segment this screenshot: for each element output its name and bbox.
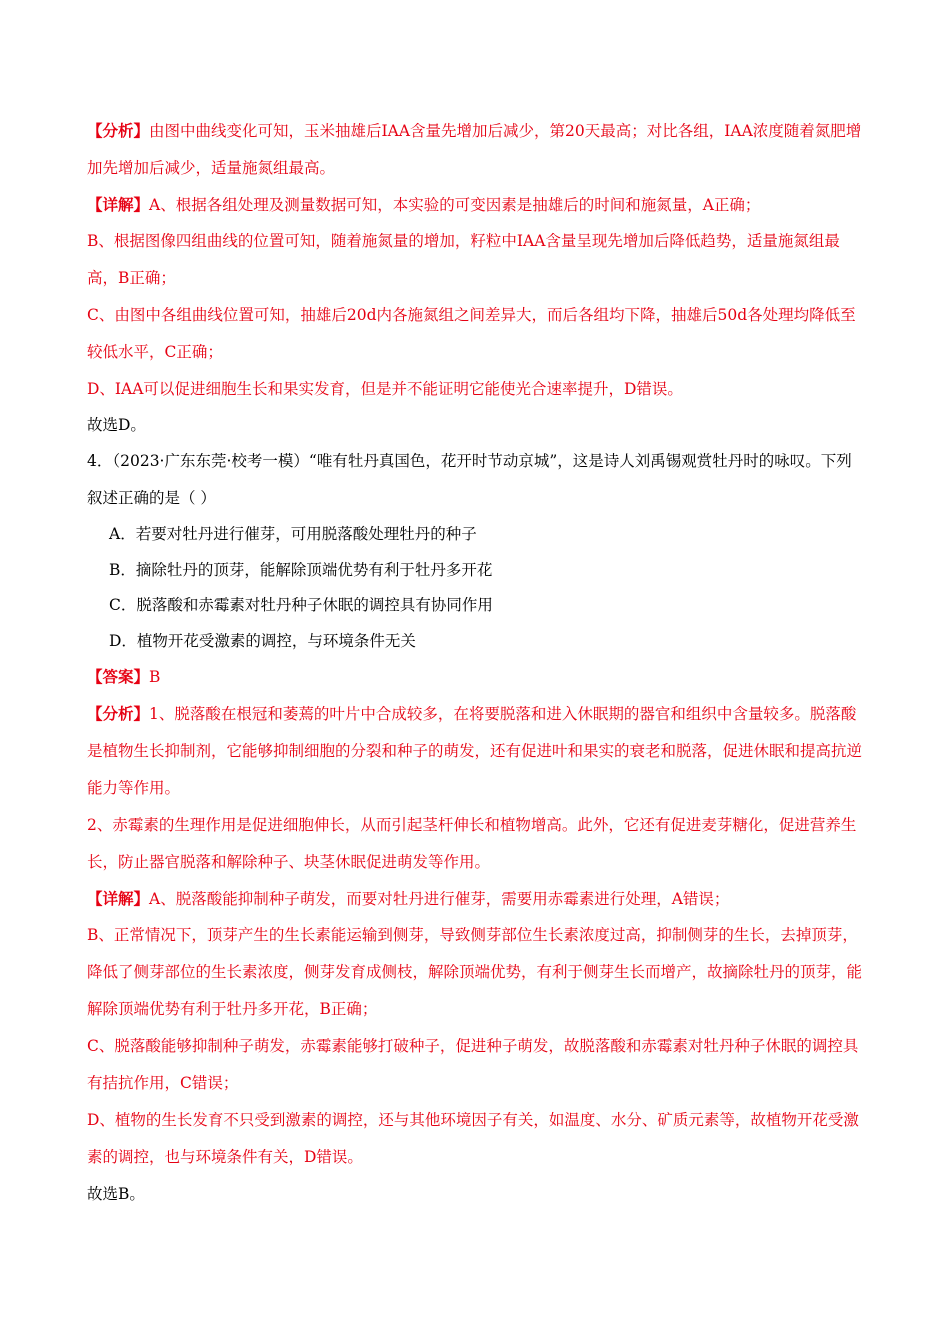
q4-analysis-1 [87,695,862,807]
q4-option-b: B．摘除牡丹的顶芽，能解除顶端优势有利于牡丹多开花 [109,560,493,579]
analysis-text: 由图中曲线变化可知，玉米抽雄后IAA含量先增加后减少，第20天最高；对比各组，IAA浓度随着氮肥增加先增加后减少，适量施氮组最高。 [87,122,862,177]
q4-detail-b: B、正常情况下，顶芽产生的生长素能运输到侧芽，导致侧芽部位生长素浓度过高，抑制侧芽的生长，去掉顶芽，降低了侧芽部位的生长素浓度，侧芽发育成侧枝，解除顶端优势，有利于侧芽生长而增产，故摘除牡丹的顶芽，能解除顶端优势有利于牡丹多开花，B正确； [87,926,863,1018]
q4-detail-d: D、植物的生长发育不只受到激素的调控，还与其他环境因子有关，如温度、水分、矿质元素等，故植物开花受激素的调控，也与环境条件有关，D错误。 [87,1111,859,1166]
q4-option-c: C．脱落酸和赤霉素对牡丹种子休眠的调控具有协同作用 [109,596,493,614]
analysis-tag: 【分析】 [87,121,150,140]
q4-detail-c: C、脱落酸能够抑制种子萌发，赤霉素能够打破种子，促进种子萌发，故脱落酸和赤霉素对牡丹种子休眠的调控具有拮抗作用，C错误； [87,1037,859,1092]
document-content [87,112,862,1212]
q3-detail-d: D、IAA可以促进细胞生长和果实发育，但是并不能证明它能使光合速率提升，D错误。 [87,380,683,398]
detail-text: A、根据各组处理及测量数据可知，本实验的可变因素是抽雄后的时间和施氮量，A正确； [149,196,761,214]
q4-stem: 4．（2023·广东东莞·校考一模）“唯有牡丹真国色，花开时节动京城”，这是诗人刘禹锡观赏牡丹时的咏叹。下列叙述正确的是（ ） [87,452,852,507]
q3-detail-b: B、根据图像四组曲线的位置可知，随着施氮量的增加，籽粒中IAA含量呈现先增加后降低趋势，适量施氮组最高，B正确； [87,232,840,287]
answer-value: B [149,668,161,686]
answer-tag: 【答案】 [87,667,150,686]
analysis-tag: 【分析】 [87,704,150,723]
q4-option-d: D．植物开花受激素的调控，与环境条件无关 [109,631,416,650]
q3-analysis [87,112,862,187]
q4-option-a: A．若要对牡丹进行催芽，可用脱落酸处理牡丹的种子 [109,525,477,543]
q3-conclusion: 故选D。 [87,416,146,434]
detail-tag: 【详解】 [87,889,150,908]
q3-detail-c: C、由图中各组曲线位置可知，抽雄后20d内各施氮组之间差异大，而后各组均下降，抽雄后50d各处理均降低至较低水平，C正确； [87,306,856,361]
q4-answer [87,659,862,695]
q3-detail-a [87,187,862,223]
detail-text: A、脱落酸能抑制种子萌发，而要对牡丹进行催芽，需要用赤霉素进行处理，A错误； [149,890,730,908]
analysis-text: 1、脱落酸在根冠和萎蔫的叶片中合成较多，在将要脱落和进入休眠期的器官和组织中含量较多。脱落酸是植物生长抑制剂，它能够抑制细胞的分裂和种子的萌发，还有促进叶和果实的衰老和脱落，促进休眠和提高抗逆能力等作用。 [87,705,863,797]
q4-detail-a [87,881,862,917]
q4-analysis-2: 2、赤霉素的生理作用是促进细胞伸长，从而引起茎杆伸长和植物增高。此外，它还有促进麦芽糖化，促进营养生长，防止器官脱落和解除种子、块茎休眠促进萌发等作用。 [87,816,857,871]
detail-tag: 【详解】 [87,195,150,214]
q4-conclusion: 故选B。 [87,1185,145,1203]
